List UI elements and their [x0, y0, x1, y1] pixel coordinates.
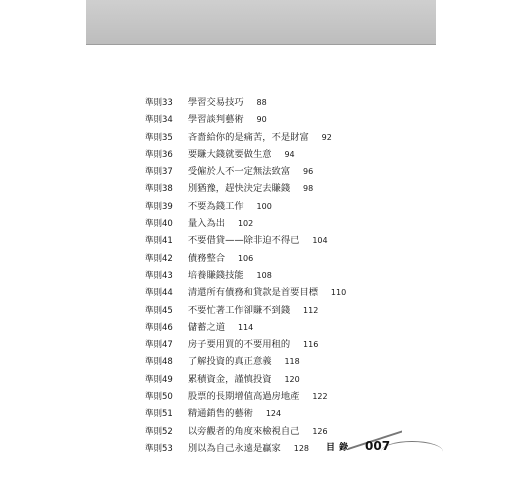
- toc-title: 債務整合: [187, 252, 226, 264]
- toc-page-number: 124: [265, 409, 282, 419]
- toc-entry-46[interactable]: [145, 319, 405, 336]
- toc-rule-number: 準則48: [145, 357, 173, 368]
- toc-page-number: 90: [256, 115, 267, 125]
- toc-title: 精通銷售的藝術: [187, 408, 253, 420]
- toc-entry-49[interactable]: [145, 371, 405, 388]
- toc-title: 清還所有債務和貸款是首要目標: [187, 287, 319, 299]
- toc-title: 累積資金，謹慎投資: [187, 373, 272, 385]
- toc-page-number: 112: [303, 305, 319, 315]
- toc-entry-50[interactable]: [145, 388, 405, 405]
- toc-rule-number: 準則52: [145, 426, 173, 437]
- toc-title: 儲蓄之道: [187, 321, 226, 333]
- toc-entry-38[interactable]: [145, 180, 405, 197]
- toc-title: 不要忙著工作卻賺不到錢: [187, 304, 291, 316]
- toc-page-number: 104: [312, 236, 328, 246]
- toc-page-number: 116: [303, 340, 319, 350]
- toc-title: 要賺大錢就要做生意: [187, 148, 272, 160]
- toc-rule-number: 準則44: [145, 288, 173, 299]
- toc-title: 吝嗇給你的是痛苦，不是財富: [187, 131, 309, 143]
- toc-entry-44[interactable]: [145, 284, 405, 301]
- toc-page-number: 98: [303, 184, 314, 194]
- toc-title: 不要為錢工作: [187, 200, 244, 212]
- toc-page-number: 122: [312, 392, 328, 402]
- toc-page-number: 88: [256, 98, 267, 107]
- toc-title: 股票的長期增值高過房地產: [187, 391, 300, 403]
- toc-entry-40[interactable]: [145, 215, 405, 232]
- toc-page-number: 108: [256, 270, 272, 280]
- toc-page-number: 102: [237, 219, 254, 229]
- toc-page-number: 92: [321, 132, 332, 142]
- toc-title: 別以為自己永遠是贏家: [187, 442, 281, 454]
- toc-rule-number: 準則36: [145, 149, 173, 160]
- toc-title: 了解投資的真正意義: [187, 356, 272, 368]
- toc-entry-33[interactable]: [145, 94, 405, 111]
- toc-entry-47[interactable]: [145, 336, 405, 353]
- toc-entry-45[interactable]: [145, 302, 405, 319]
- toc-title: 別猶豫，趕快決定去賺錢: [187, 183, 291, 195]
- toc-title: 以旁觀者的角度來檢視自己: [187, 425, 300, 437]
- toc-rule-number: 準則50: [145, 392, 173, 403]
- toc-page-number: 126: [312, 426, 328, 436]
- toc-entry-51[interactable]: [145, 405, 405, 422]
- header-band: [86, 0, 436, 45]
- toc-rule-number: 準則42: [145, 253, 173, 264]
- toc-entry-39[interactable]: [145, 198, 405, 215]
- toc-entry-37[interactable]: [145, 163, 405, 180]
- toc-rule-number: 準則37: [145, 167, 173, 178]
- toc-page-number: 100: [256, 201, 272, 211]
- toc-rule-number: 準則46: [145, 322, 173, 333]
- toc-entry-43[interactable]: [145, 267, 405, 284]
- footer-page-number: 007: [365, 439, 391, 453]
- toc-rule-number: 準則45: [145, 305, 173, 316]
- toc-rule-number: 準則41: [145, 236, 173, 247]
- toc-rule-number: 準則35: [145, 132, 173, 143]
- toc-title: 學習談判藝術: [187, 114, 244, 126]
- page-footer: [326, 438, 446, 462]
- footer-decorative-arc: [381, 441, 443, 462]
- toc-title: 不要借貸——除非迫不得已: [187, 235, 300, 247]
- toc-entry-35[interactable]: [145, 129, 405, 146]
- toc-rule-number: 準則49: [145, 374, 173, 385]
- toc-title: 受僱於人不一定無法致富: [187, 166, 291, 178]
- toc-rule-number: 準則40: [145, 219, 173, 230]
- toc-page-number: 106: [237, 253, 254, 263]
- toc-title: 量入為出: [187, 218, 226, 230]
- toc-title: 培養賺錢技能: [187, 269, 244, 281]
- toc-entry-42[interactable]: [145, 250, 405, 267]
- table-of-contents: [145, 94, 405, 457]
- toc-page-number: 96: [303, 167, 314, 177]
- toc-rule-number: 準則43: [145, 270, 173, 281]
- toc-entry-36[interactable]: [145, 146, 405, 163]
- toc-page-number: 120: [284, 374, 300, 384]
- toc-rule-number: 準則34: [145, 115, 173, 126]
- toc-page-number: 114: [237, 322, 254, 332]
- toc-title: 房子要用買的不要用租的: [187, 339, 291, 351]
- toc-page-number: 118: [284, 357, 300, 367]
- toc-rule-number: 準則51: [145, 409, 173, 420]
- toc-page-number: 128: [293, 443, 310, 453]
- toc-rule-number: 準則47: [145, 340, 173, 351]
- toc-title: 學習交易技巧: [187, 97, 244, 108]
- toc-entry-48[interactable]: [145, 353, 405, 370]
- toc-rule-number: 準則53: [145, 443, 173, 454]
- footer-section-label: 目 錄: [326, 443, 349, 453]
- toc-entry-41[interactable]: [145, 232, 405, 249]
- toc-page-number: 110: [330, 288, 347, 298]
- toc-rule-number: 準則38: [145, 184, 173, 195]
- toc-page-number: 94: [284, 149, 295, 159]
- toc-rule-number: 準則39: [145, 201, 173, 212]
- toc-entry-34[interactable]: [145, 111, 405, 128]
- toc-rule-number: 準則33: [145, 98, 173, 108]
